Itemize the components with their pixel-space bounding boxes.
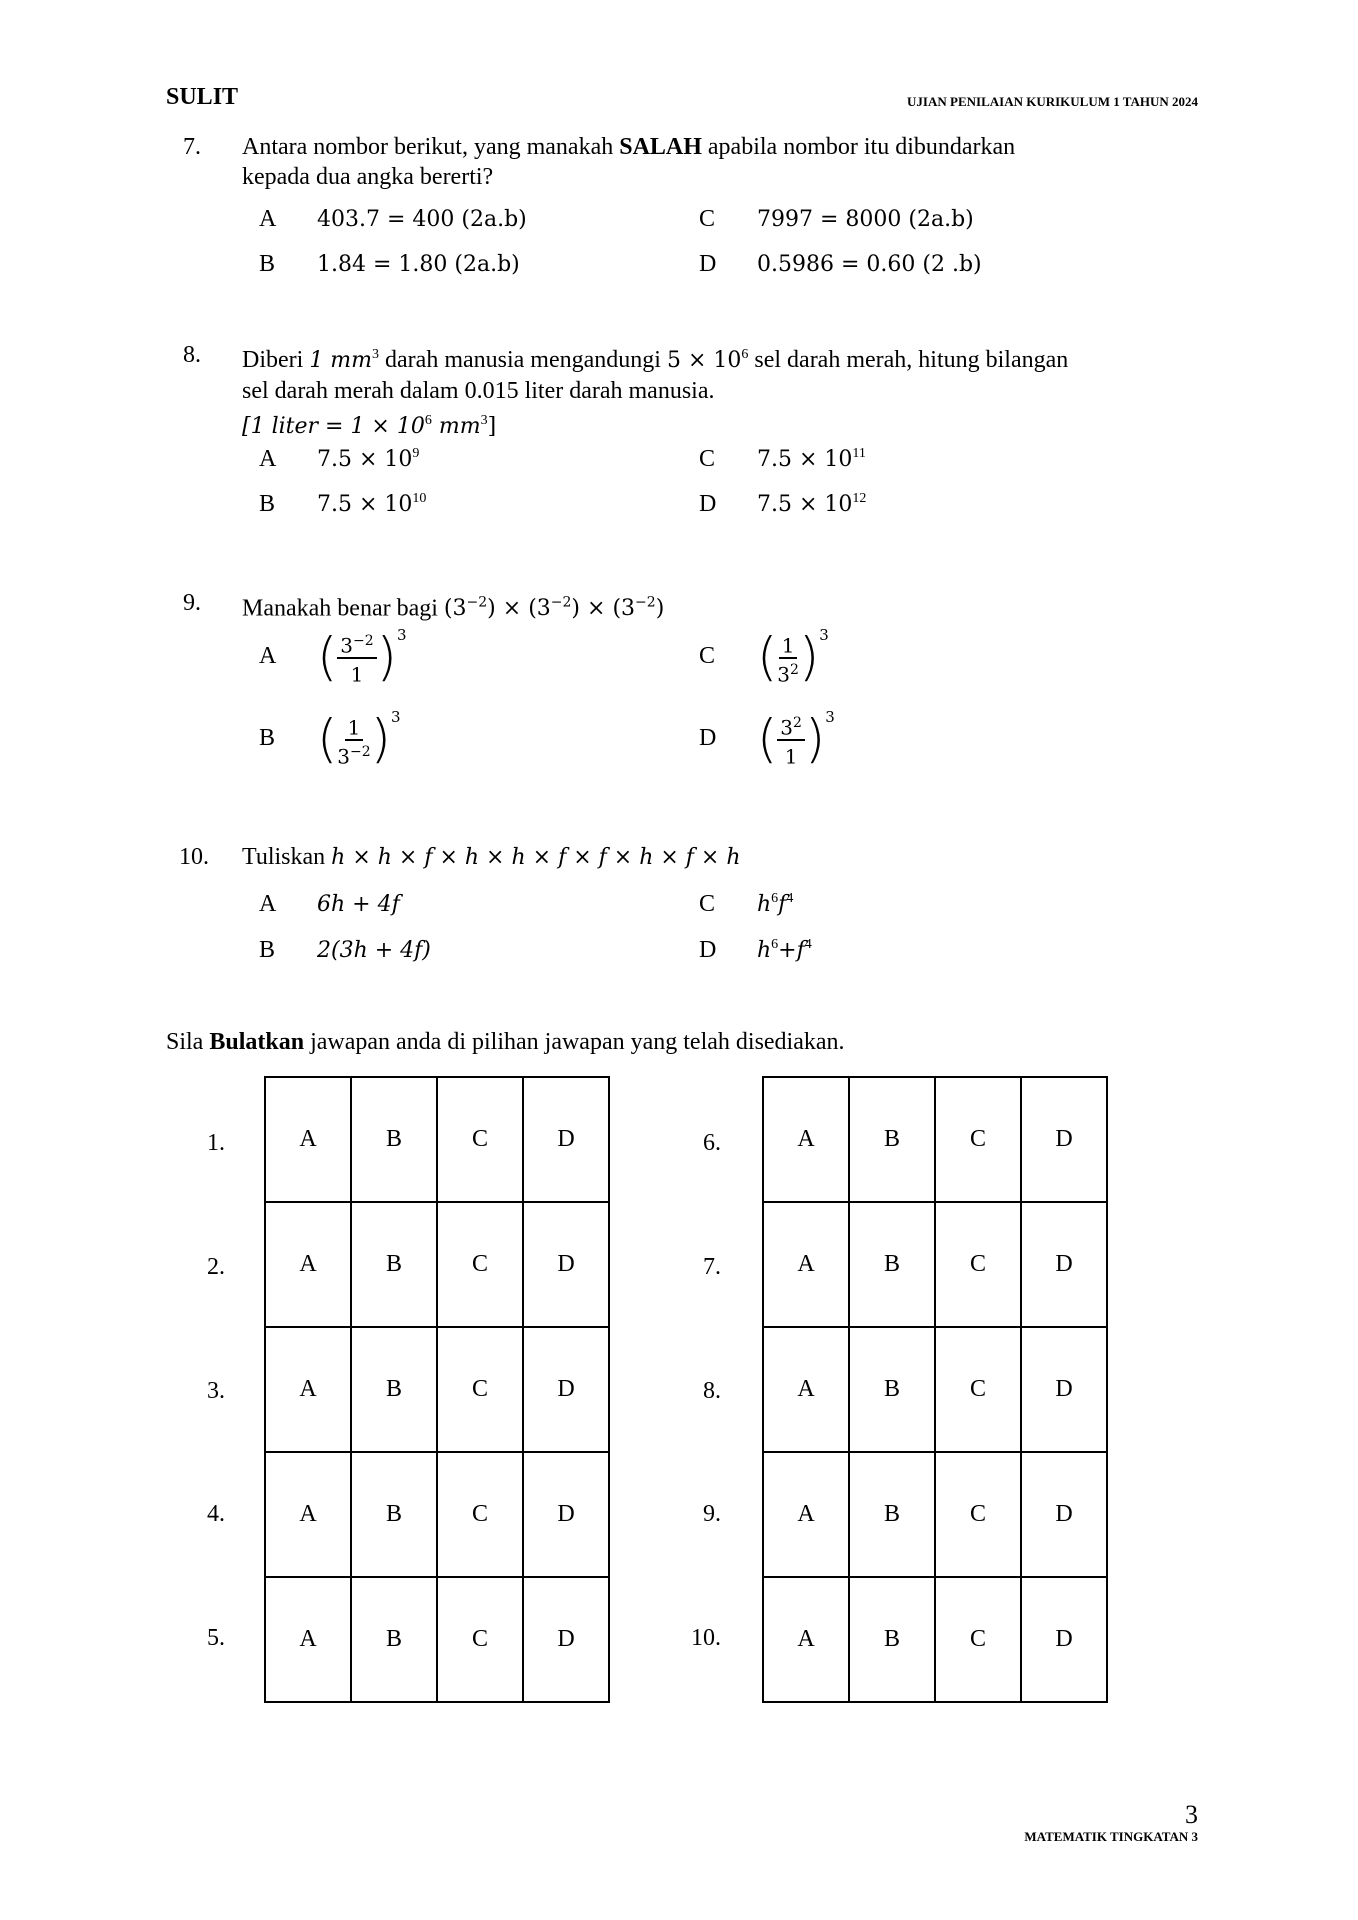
answer-cell-9d[interactable]: D — [1021, 1452, 1107, 1577]
answer-row-number: 2. — [207, 1254, 225, 1280]
fraction: $\frac{1}{3^2}$ — [777, 630, 799, 685]
answer-cell-8a[interactable]: A — [763, 1327, 849, 1452]
answer-cell-7a[interactable]: A — [763, 1202, 849, 1327]
fraction: $\frac{1}{3^{-2}}$ — [337, 712, 370, 767]
header-exam-title: UJIAN PENILAIAN KURIKULUM 1 TAHUN 2024 — [907, 94, 1198, 109]
answer-grid-left — [264, 1076, 610, 1703]
answer-cell-2b[interactable]: B — [351, 1202, 437, 1327]
answer-row-4 — [265, 1452, 609, 1577]
option-7b[interactable]: B 1.84 = 1.80 (2a.b) — [259, 251, 520, 277]
answer-cell-5b[interactable]: B — [351, 1577, 437, 1702]
option-8c[interactable]: C $7.5 \times 10^{11}$ — [699, 446, 866, 472]
instruction: Sila Bulatkan jawapan anda di pilihan jawapan yang telah disediakan. — [166, 1029, 845, 1055]
answer-cell-2d[interactable]: D — [523, 1202, 609, 1327]
question-stem: Tuliskan h × h × f × h × h × f × f × h × f × h — [242, 844, 741, 870]
answer-cell-4a[interactable]: A — [265, 1452, 351, 1577]
answer-cell-4d[interactable]: D — [523, 1452, 609, 1577]
answer-row-7 — [763, 1202, 1107, 1327]
option-10c[interactable]: C $h^6f^4$ — [699, 891, 794, 917]
answer-row-number: 6. — [703, 1130, 721, 1156]
answer-row-3 — [265, 1327, 609, 1452]
question-stem: Diberi 1 $mm^3$ darah manusia mengandungi $5 \times 10^6$ sel darah merah, hitung bilangan sel darah merah dalam 0.015 liter darah manusia. [1 liter = $1 \times 10^6$ $mm^3$] — [242, 347, 1069, 439]
answer-row-number: 1. — [207, 1130, 225, 1156]
answer-row-number: 9. — [703, 1501, 721, 1527]
answer-cell-9c[interactable]: C — [935, 1452, 1021, 1577]
answer-cell-8c[interactable]: C — [935, 1327, 1021, 1452]
page-number: 3 — [1185, 1800, 1198, 1829]
answer-row-5 — [265, 1577, 609, 1702]
answer-cell-3d[interactable]: D — [523, 1327, 609, 1452]
option-9a[interactable]: A ( $\frac{3^{-2}}{1}$ )$^3$ — [259, 626, 407, 688]
option-7a[interactable]: A 403.7 = 400 (2a.b) — [259, 206, 527, 232]
option-8d[interactable]: D $7.5 \times 10^{12}$ — [699, 491, 867, 517]
answer-cell-5c[interactable]: C — [437, 1577, 523, 1702]
answer-cell-3c[interactable]: C — [437, 1327, 523, 1452]
answer-cell-1d[interactable]: D — [523, 1077, 609, 1202]
option-10b[interactable]: B 2(3h + 4f) — [259, 937, 431, 963]
option-7c[interactable]: C 7997 = 8000 (2a.b) — [699, 206, 974, 232]
option-10d[interactable]: D $h^6+f^4$ — [699, 937, 812, 963]
question-number: 8. — [183, 342, 201, 368]
answer-cell-2c[interactable]: C — [437, 1202, 523, 1327]
question-number: 7. — [183, 134, 201, 160]
option-8a[interactable]: A $7.5 \times 10^9$ — [259, 446, 420, 472]
answer-row-number: 10. — [691, 1625, 721, 1651]
answer-row-number: 4. — [207, 1501, 225, 1527]
answer-cell-8b[interactable]: B — [849, 1327, 935, 1452]
answer-cell-7b[interactable]: B — [849, 1202, 935, 1327]
answer-row-number: 3. — [207, 1378, 225, 1404]
answer-cell-10c[interactable]: C — [935, 1577, 1021, 1702]
fraction: $\frac{3^2}{1}$ — [777, 712, 805, 767]
answer-cell-9a[interactable]: A — [763, 1452, 849, 1577]
answer-cell-10a[interactable]: A — [763, 1577, 849, 1702]
answer-cell-6b[interactable]: B — [849, 1077, 935, 1202]
answer-cell-7d[interactable]: D — [1021, 1202, 1107, 1327]
header-sulit: SULIT — [166, 84, 239, 110]
option-9b[interactable]: B ( $\frac{1}{3^{-2}}$ )$^3$ — [259, 708, 401, 770]
answer-row-9 — [763, 1452, 1107, 1577]
answer-cell-1c[interactable]: C — [437, 1077, 523, 1202]
option-10a[interactable]: A 6h + 4f — [259, 891, 400, 917]
option-9d[interactable]: D ( $\frac{3^2}{1}$ )$^3$ — [699, 708, 835, 770]
answer-cell-1a[interactable]: A — [265, 1077, 351, 1202]
answer-cell-10b[interactable]: B — [849, 1577, 935, 1702]
option-7d[interactable]: D 0.5986 = 0.60 (2 .b) — [699, 251, 982, 277]
question-stem: Manakah benar bagi $(3^{-2}) \times (3^{-2}) \times (3^{-2})$ — [242, 595, 665, 622]
answer-cell-6a[interactable]: A — [763, 1077, 849, 1202]
answer-cell-6d[interactable]: D — [1021, 1077, 1107, 1202]
answer-cell-1b[interactable]: B — [351, 1077, 437, 1202]
emphasis-salah: SALAH — [619, 134, 702, 160]
answer-row-number: 8. — [703, 1378, 721, 1404]
option-8b[interactable]: B $7.5 \times 10^{10}$ — [259, 491, 427, 517]
answer-row-1 — [265, 1077, 609, 1202]
answer-row-number: 5. — [207, 1625, 225, 1651]
answer-row-10 — [763, 1577, 1107, 1702]
fraction: $\frac{3^{-2}}{1}$ — [337, 630, 376, 685]
answer-cell-7c[interactable]: C — [935, 1202, 1021, 1327]
answer-row-8 — [763, 1327, 1107, 1452]
answer-row-6 — [763, 1077, 1107, 1202]
question-number: 10. — [179, 844, 209, 870]
footer-subject: MATEMATIK TINGKATAN 3 — [1024, 1829, 1198, 1844]
answer-cell-3a[interactable]: A — [265, 1327, 351, 1452]
option-9c[interactable]: C ( $\frac{1}{3^2}$ )$^3$ — [699, 626, 829, 688]
answer-row-number: 7. — [703, 1254, 721, 1280]
answer-cell-4b[interactable]: B — [351, 1452, 437, 1577]
answer-row-2 — [265, 1202, 609, 1327]
answer-cell-8d[interactable]: D — [1021, 1327, 1107, 1452]
answer-cell-5a[interactable]: A — [265, 1577, 351, 1702]
answer-cell-10d[interactable]: D — [1021, 1577, 1107, 1702]
answer-cell-3b[interactable]: B — [351, 1327, 437, 1452]
answer-cell-6c[interactable]: C — [935, 1077, 1021, 1202]
answer-cell-9b[interactable]: B — [849, 1452, 935, 1577]
answer-cell-5d[interactable]: D — [523, 1577, 609, 1702]
answer-grid-right — [762, 1076, 1108, 1703]
answer-cell-4c[interactable]: C — [437, 1452, 523, 1577]
answer-cell-2a[interactable]: A — [265, 1202, 351, 1327]
question-stem: Antara nombor berikut, yang manakah SALAH apabila nombor itu dibundarkan kepada dua angka bererti? — [242, 134, 1016, 190]
question-number: 9. — [183, 590, 201, 616]
